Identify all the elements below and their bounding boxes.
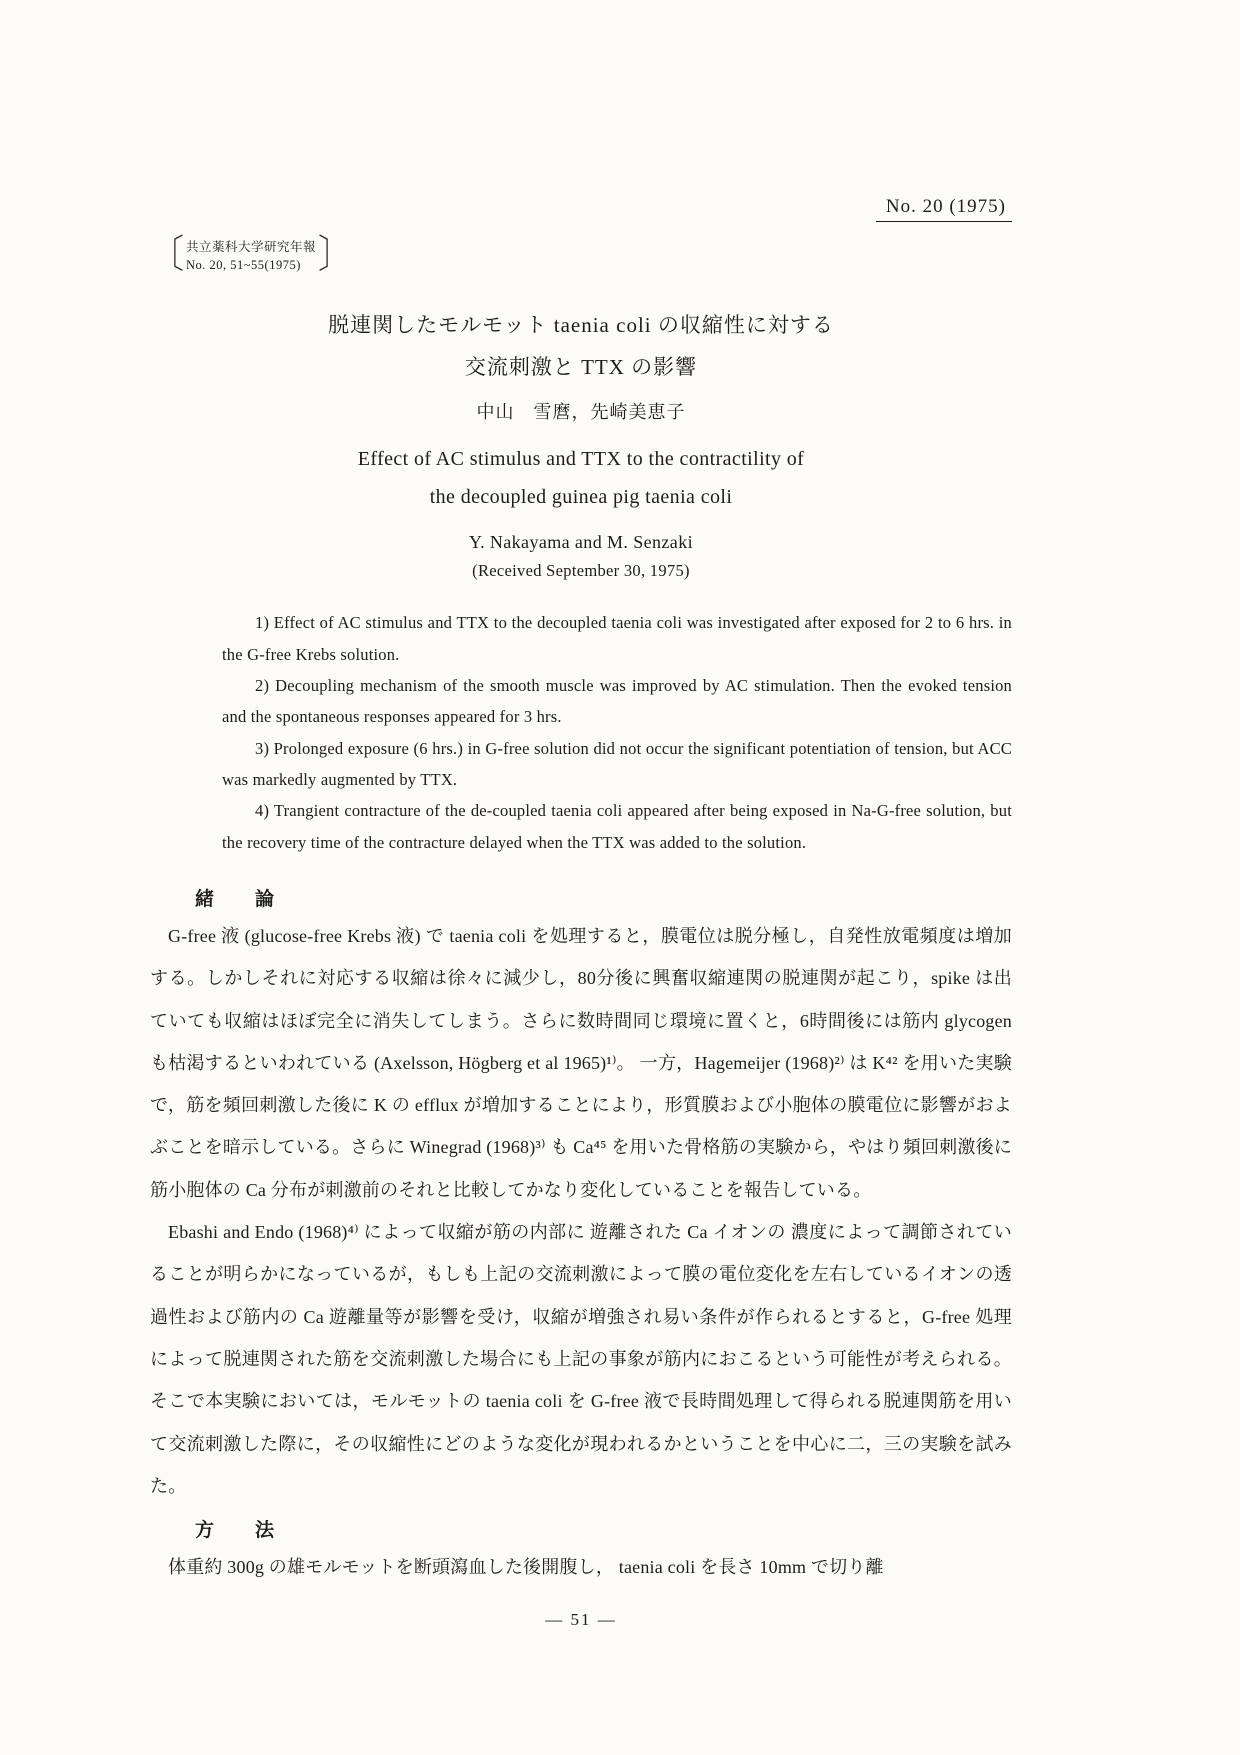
introduction-paragraph-1: G-free 液 (glucose-free Krebs 液) で taenia coli を処理すると，膜電位は脱分極し，自発性放電頻度は増加する。しかしそれに対応する収縮は徐々に減少し，80分後に興奮収縮連関の脱連関が起こり，spike は出ていても収縮はほぼ完全に消失してしまう。さらに数時間同じ環境に置くと，6時間後には筋内 glycogen も枯渇するといわれている (Axelsson, Högberg et al 1965)¹⁾。 一方，Hagemeijer (1968)²⁾ は K⁴² を用いた実験で，筋を頻回刺激した後に K の efflux が増加することにより，形質膜および小胞体の膜電位に影響がおよぶことを暗示している。さらに Winegrad (1968)³⁾ も Ca⁴⁵ を用いた骨格筋の実験から，やはり頻回刺激後に筋小胞体の Ca 分布が刺激前のそれと比較してかなり変化していることを報告している。	[150, 926, 1012, 1200]
abstract-block	[150, 607, 1012, 858]
citation-volume-pages: No. 20, 51~55(1975)	[186, 258, 301, 273]
abstract-item-1: 1) Effect of AC stimulus and TTX to the decoupled taenia coli was investigated after exposed for 2 to 6 hrs. in the G-free Krebs solution.	[222, 613, 1012, 664]
title-japanese-line2: 交流刺激と TTX の影響	[464, 355, 698, 380]
title-english-line2: the decoupled guinea pig taenia coli	[429, 486, 733, 509]
introduction-paragraph-2: Ebashi and Endo (1968)⁴⁾ によって収縮が筋の内部に 遊離された Ca イオンの 濃度によって調節されていることが明らかになっているが，もしも上記の交流刺激によって膜の電位変化を左右しているイオンの透過性および筋内の Ca 遊離量等が影響を受け，収縮が増強され易い条件が作られるとすると，G-free 処理によって脱連関された筋を交流刺激した場合にも上記の事象が筋内におこるという可能性が考えられる。そこで本実験においては，モルモットの taenia coli を G-free 液で長時間処理して得られる脱連関筋を用いて交流刺激した際に，その収縮性にどのような変化が現われるかということを中心に二，三の実験を試みた。	[150, 1222, 1012, 1496]
header-right	[150, 0, 1012, 222]
title-japanese-line1: 脱連関したモルモット taenia coli の収縮性に対する	[328, 313, 834, 338]
received-date: (Received September 30, 1975)	[472, 561, 690, 581]
title-japanese	[150, 304, 1012, 388]
title-english	[150, 440, 1012, 516]
authors-english: Y. Nakayama and M. Senzaki	[468, 532, 693, 553]
page-number: — 51 —	[545, 1610, 617, 1630]
right-bracket-icon: 〕	[318, 234, 353, 277]
abstract-item-2: 2) Decoupling mechanism of the smooth muscle was improved by AC stimulation. Then the evoked tension and the spontaneous responses appeared for 3 hrs.	[222, 675, 1012, 727]
left-bracket-icon: 〔	[150, 234, 184, 277]
methods-body	[150, 1546, 1012, 1588]
introduction-body	[150, 915, 1012, 1507]
citation-journal-name: 共立薬科大学研究年報	[186, 240, 317, 254]
authors-japanese: 中山 雪麿，先崎美恵子	[476, 402, 686, 423]
abstract-item-3: 3) Prolonged exposure (6 hrs.) in G-free solution did not occur the significant potentiation of tension, but ACC was markedly augmented by TTX.	[222, 738, 1012, 789]
methods-paragraph-1: 体重約 300g の雄モルモットを断頭瀉血した後開腹し， taenia coli を長さ 10mm で切り離	[168, 1557, 884, 1578]
citation-box	[150, 234, 353, 277]
section-heading-introduction: 緒 論	[195, 889, 276, 910]
issue-number: No. 20 (1975)	[876, 196, 1012, 222]
section-heading-methods: 方 法	[195, 1520, 276, 1542]
abstract-item-4: 4) Trangient contracture of the de-coupled taenia coli appeared after being exposed in Na-G-free solution, but the recovery time of the contracture delayed when the TTX was added to the solution.	[222, 801, 1012, 852]
title-english-line1: Effect of AC stimulus and TTX to the contractility of	[357, 448, 805, 471]
citation-text	[184, 238, 318, 274]
